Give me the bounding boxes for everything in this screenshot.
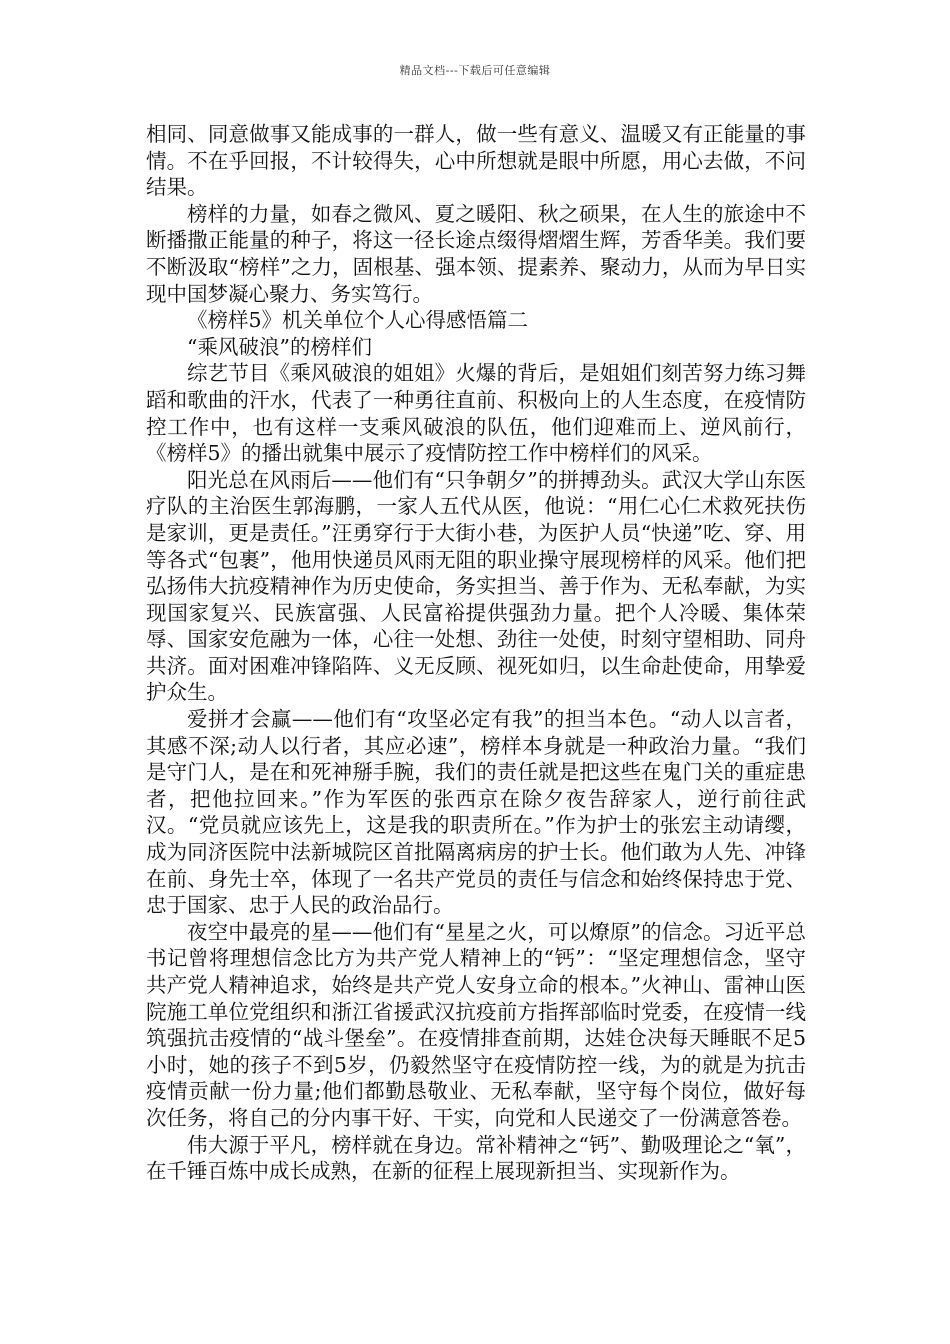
paragraph-brightest-star: 夜空中最亮的星——他们有“星星之火，可以燎原”的信念。习近平总书记曾将理想信念比方为共产党人精神上的“钙”：“坚定理想信念，坚守共产党人精神追求，始终是共产党人安身立命的根本。”火神山、雷神山医院施工单位党组织和浙江省援武汉抗疫前方指挥部临时党委，在疫情一线筑强抗击疫情的“战斗堡垒”。在疫情排查前期，达娃仓决每天睡眠不足5小时，她的孩子不到5岁，仍毅然坚守在疫情防控一线，为的就是为抗击疫情贡献一份力量;他们都勤恳敬业、无私奉献，坚守每个岗位，做好每次任务，将自己的分内事干好、干实，向党和人民递交了一份满意答卷。 (146, 919, 806, 1130)
paragraph-continuation: 相同、同意做事又能成事的一群人，做一些有意义、温暖又有正能量的事情。不在乎回报，不计较得失，心中所想就是眼中所愿，用心去做，不问结果。 (146, 122, 806, 200)
page-header: 精品文档---下载后可任意编辑 (399, 64, 551, 77)
paragraph-sunshine: 阳光总在风雨后——他们有“只争朝夕”的拼搏劲头。武汉大学山东医疗队的主治医生郭海鹏，一家人五代从医，他说：“用仁心仁术救死扶伤是家训，更是责任。”汪勇穿行于大街小巷，为医护人员“快递”吃、穿、用等各式“包裹”，他用快递员风雨无阻的职业操守展现榜样的风采。他们把弘扬伟大抗疫精神作为历史使命，务实担当、善于作为、无私奉献，为实现国家复兴、民族富强、人民富裕提供强劲力量。把个人冷暖、集体荣辱、国家安危融为一体，心往一处想、劲往一处使，时刻守望相助、同舟共济。面对困难冲锋陷阵、义无反顾、视死如归，以生命赴使命，用挚爱护众生。 (146, 467, 806, 705)
section-title: 《榜样5》机关单位个人心得感悟篇二 (187, 308, 529, 333)
document-body (146, 121, 806, 1185)
paragraph-conclusion: 伟大源于平凡，榜样就在身边。常补精神之“钙”、勤吸理论之“氧”，在千锤百炼中成长成熟，在新的征程上展现新担当、实现新作为。 (146, 1132, 806, 1184)
paragraph-intro: 综艺节目《乘风破浪的姐姐》火爆的背后，是姐姐们刻苦努力练习舞蹈和歌曲的汗水，代表了一种勇往直前、积极向上的人生态度，在疫情防控工作中，也有这样一支乘风破浪的队伍，他们迎难而上、逆风前行，《榜样5》的播出就集中展示了疫情防控工作中榜样们的风采。 (146, 361, 806, 466)
paragraph-fight-to-win: 爱拼才会赢——他们有“攻坚必定有我”的担当本色。“动人以言者，其感不深;动人以行者，其应必速”，榜样本身就是一种政治力量。“我们是守门人，是在和死神掰手腕，我们的责任就是把这些在鬼门关的重症患者，把他拉回来。”作为军医的张西京在除夕夜告辞家人，逆行前往武汉。“党员就应该先上，这是我的职责所在。”作为护士的张宏主动请缨，成为同济医院中法新城院区首批隔离病房的护士长。他们敢为人先、冲锋在前、身先士卒，体现了一名共产党员的责任与信念和始终保持忠于党、忠于国家、忠于人民的政治品行。 (146, 707, 806, 918)
paragraph-power-of-role-models: 榜样的力量，如春之微风、夏之暖阳、秋之硕果，在人生的旅途中不断播撒正能量的种子，将这一径长途点缀得熠熠生辉，芳香华美。我们要不断汲取“榜样”之力，固根基、强本领、提素养、聚动力，从而为早日实现中国梦凝心聚力、务实笃行。 (146, 201, 806, 306)
section-subtitle: “乘风破浪”的榜样们 (187, 334, 372, 359)
